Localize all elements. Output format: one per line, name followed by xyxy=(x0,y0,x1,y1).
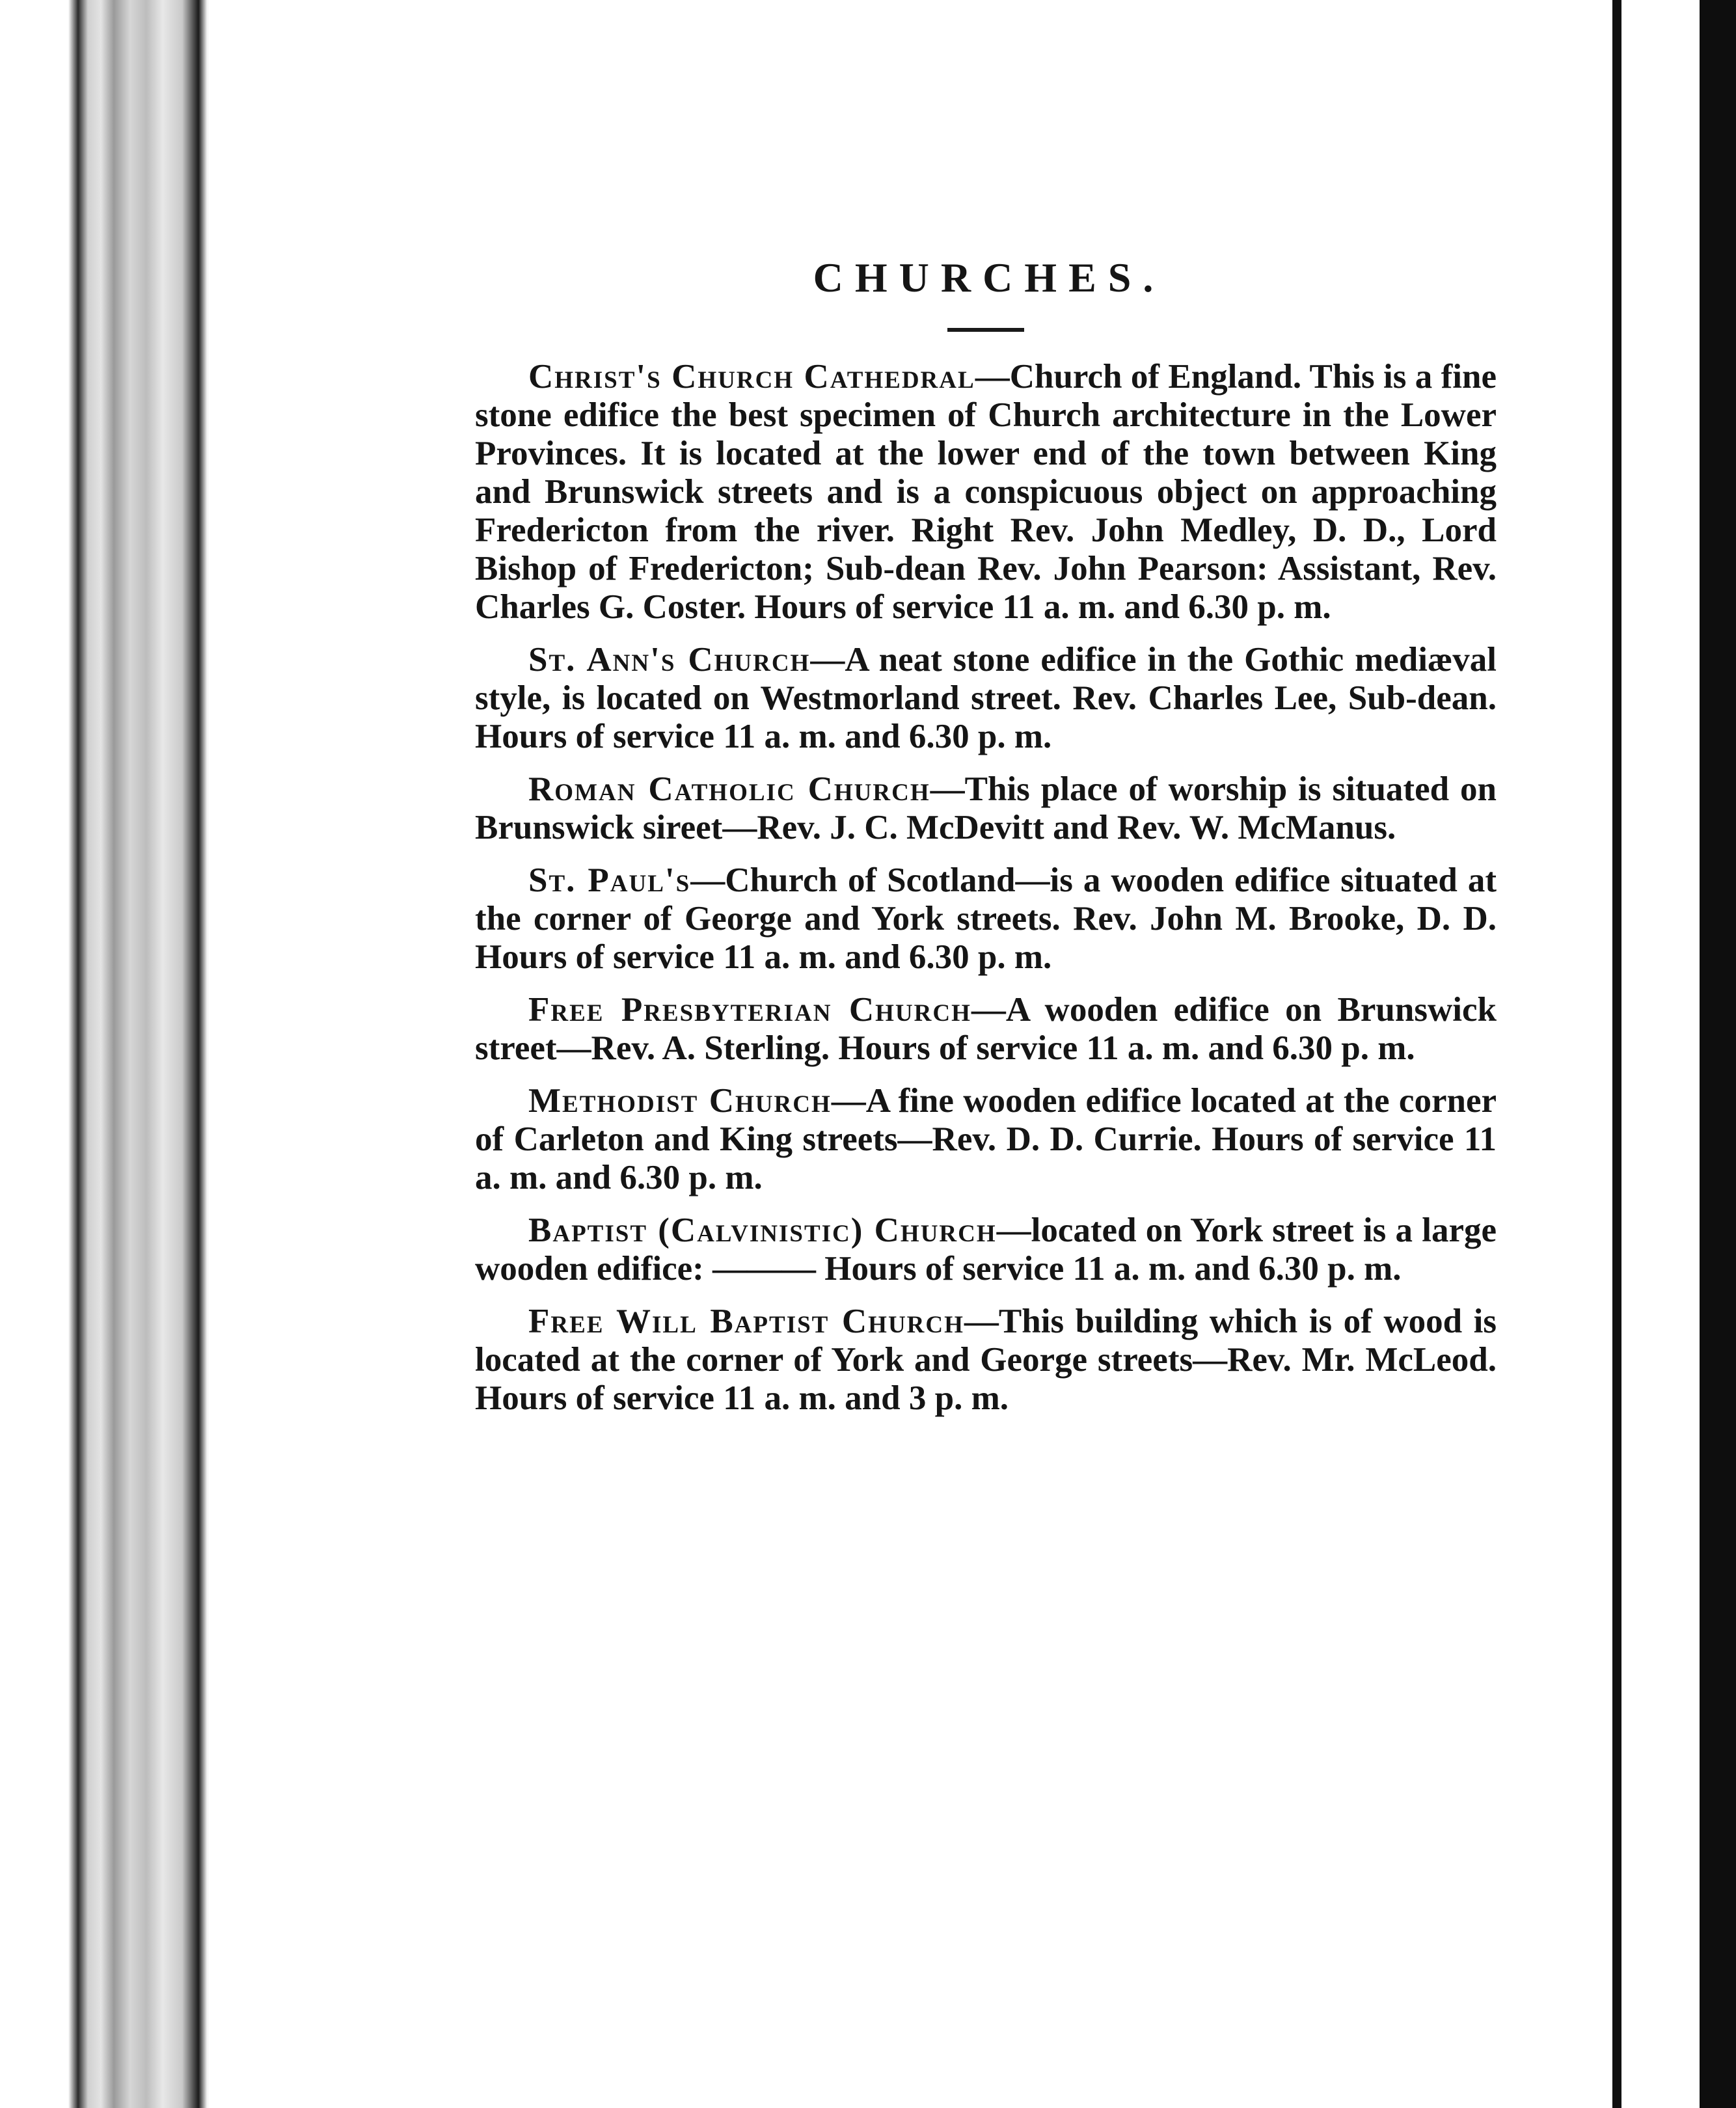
page-content xyxy=(475,254,1497,1432)
entry-st-anns xyxy=(475,641,1497,756)
entry-body: —Church of England. This is a fine stone edifice the best specimen of Church architecture in the Lower Provinces. It is located at the lower end of the town between King and Brunswick streets and is a conspicuous object on approaching Fredericton from the river. Right Rev. John Medley, D. D., Lord Bishop of Fredericton; Sub-dean Rev. John Pearson: Assistant, Rev. Charles G. Coster. Hours of service 11 a. m. and 6.30 p. m. xyxy=(475,358,1497,626)
entry-body: —A wooden edifice on Brunswick street—Rev. A. Sterling. Hours of service 11 a. m. and 6.30 p. m. xyxy=(475,991,1497,1067)
entry-baptist xyxy=(475,1211,1497,1288)
entry-roman-catholic xyxy=(475,770,1497,847)
entry-body: —A fine wooden edifice located at the corner of Carleton and King streets—Rev. D. D. Currie. Hours of service 11 a. m. and 6.30 p. m. xyxy=(475,1082,1497,1196)
book-binding-edge xyxy=(0,0,210,2108)
entry-christs-church xyxy=(475,358,1497,627)
page-right-edge xyxy=(1612,0,1621,2108)
entry-st-pauls xyxy=(475,861,1497,977)
entry-body: —This place of worship is situated on Brunswick sireet—Rev. J. C. McDevitt and Rev. W. McManus. xyxy=(475,770,1497,846)
entry-name: Free Will Baptist Church xyxy=(528,1303,964,1340)
entry-body: —This building which is of wood is located at the corner of York and George streets—Rev. Mr. McLeod. Hours of service 11 a. m. and 3 p. m. xyxy=(475,1303,1497,1417)
entry-name: Christ's Church Cathedral xyxy=(528,358,975,396)
scan-border xyxy=(1700,0,1736,2108)
title-rule xyxy=(947,328,1024,332)
entry-body: —located on York street is a large wooden edifice: ——— Hours of service 11 a. m. and 6.30 p. m. xyxy=(475,1211,1497,1288)
entry-free-presbyterian xyxy=(475,991,1497,1068)
entry-name: Methodist Church xyxy=(528,1082,832,1120)
entry-methodist xyxy=(475,1082,1497,1197)
entry-body: —A neat stone edifice in the Gothic mediæval style, is located on Westmorland street. Rev. Charles Lee, Sub-dean. Hours of service 11 a. m. and 6.30 p. m. xyxy=(475,641,1497,755)
page-title: CHURCHES. xyxy=(813,254,1165,301)
entry-free-will-baptist xyxy=(475,1303,1497,1418)
entry-name: St. Paul's xyxy=(528,861,691,899)
entry-name: Baptist (Calvinistic) Church xyxy=(528,1211,997,1249)
entry-name: St. Ann's Church xyxy=(528,641,811,679)
entry-name: Roman Catholic Church xyxy=(528,770,930,808)
entry-body: —Church of Scotland—is a wooden edifice situated at the corner of George and York streets. Rev. John M. Brooke, D. D. Hours of service 11 a. m. and 6.30 p. m. xyxy=(475,861,1497,976)
entry-name: Free Presbyterian Church xyxy=(528,991,971,1029)
